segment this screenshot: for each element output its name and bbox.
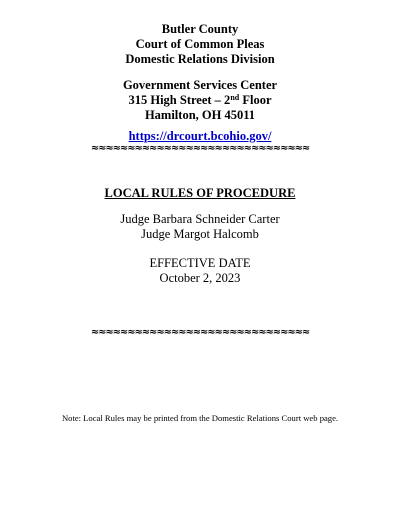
floor-ordinal: nd	[230, 93, 240, 102]
effective-date-block	[0, 256, 400, 286]
website-link[interactable]: https://drcourt.bcohio.gov/	[128, 129, 272, 143]
rules-title: LOCAL RULES OF PROCEDURE	[104, 186, 296, 200]
street-prefix: 315 High Street – 2	[128, 93, 231, 107]
divider-bottom: ≈≈≈≈≈≈≈≈≈≈≈≈≈≈≈≈≈≈≈≈≈≈≈≈≈≈≈≈≈≈	[90, 327, 310, 338]
footer-note: Note: Local Rules may be printed from the Domestic Relations Court web page.	[61, 413, 339, 423]
court-name: Court of Common Pleas	[135, 37, 265, 51]
court-address	[0, 78, 400, 123]
effective-date: October 2, 2023	[159, 271, 241, 285]
judge-name: Judge Margot Halcomb	[141, 227, 259, 241]
building-name: Government Services Center	[122, 78, 278, 92]
division-name: Domestic Relations Division	[125, 52, 275, 66]
rules-title-block	[0, 186, 400, 201]
judge-name: Judge Barbara Schneider Carter	[120, 212, 280, 226]
divider-top: ≈≈≈≈≈≈≈≈≈≈≈≈≈≈≈≈≈≈≈≈≈≈≈≈≈≈≈≈≈≈	[90, 143, 310, 154]
city-state-zip: Hamilton, OH 45011	[144, 108, 256, 122]
county-name: Butler County	[161, 22, 239, 36]
website-block	[0, 129, 400, 144]
street-suffix: Floor	[239, 93, 272, 107]
effective-date-label: EFFECTIVE DATE	[149, 256, 251, 270]
street-address	[0, 93, 400, 108]
judges-list	[0, 212, 400, 242]
court-header	[0, 22, 400, 67]
